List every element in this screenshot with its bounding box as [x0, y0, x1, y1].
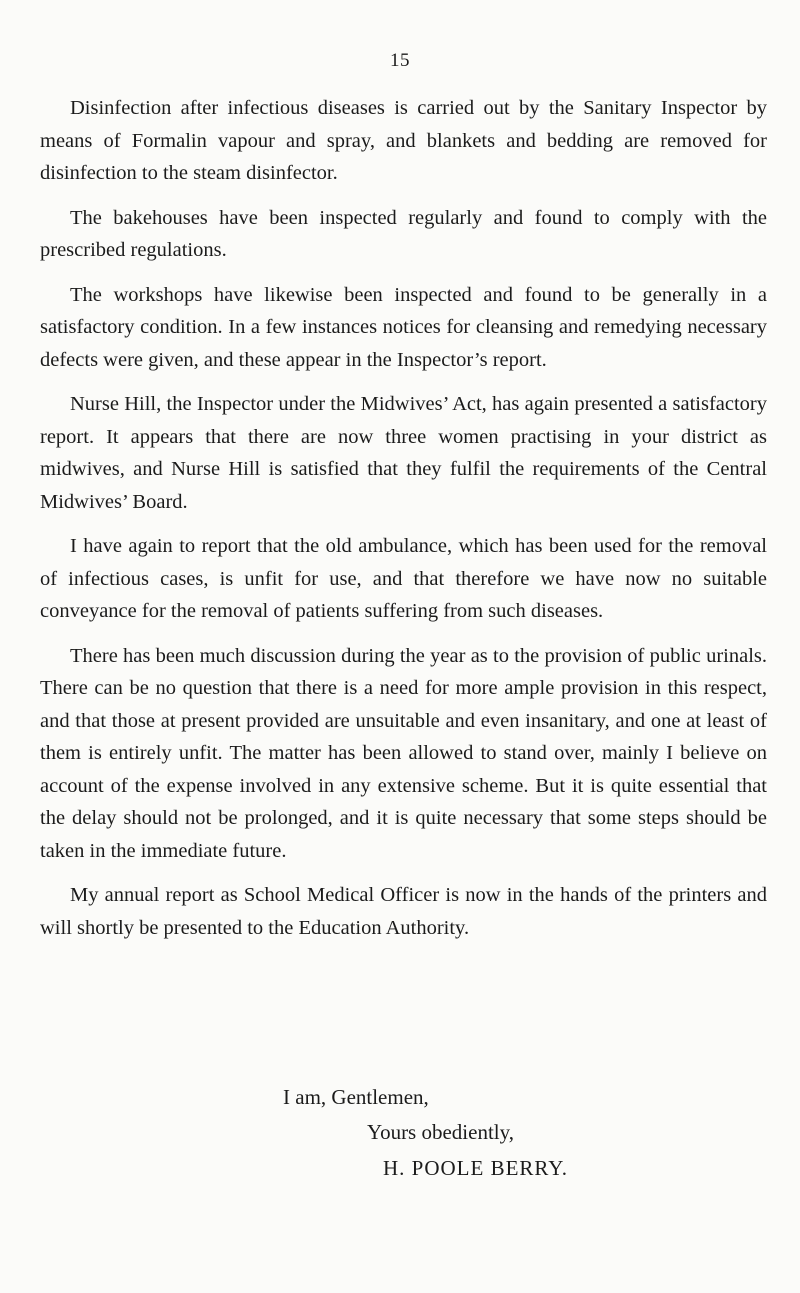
paragraph-disinfection: Disinfection after infectious diseases is carried out by the Sanitary Inspector by means of Formalin vapour and spray, and blankets and bedding are removed for disinfection to the steam disinfector.	[40, 97, 767, 184]
page-number: 15	[390, 50, 410, 71]
closing-greeting: I am, Gentlemen,	[283, 1085, 429, 1109]
paragraph-ambulance: I have again to report that the old ambulance, which has been used for the removal of infectious cases, is unfit for use, and that therefore we have now no suitable conveyance for the removal of patients suffering from such diseases.	[40, 535, 767, 622]
signature: H. POOLE BERRY.	[383, 1156, 568, 1180]
paragraph-bakehouses: The bakehouses have been inspected regularly and found to comply with the prescribed regulations.	[40, 206, 767, 261]
paragraph-midwives: Nurse Hill, the Inspector under the Midwives’ Act, has again presented a satisfactory report. It appears that there are now three women practising in your district as midwives, and Nurse Hill is satisfied that they fulfil the requirements of the Central Midwives’ Board.	[40, 393, 767, 513]
paragraph-workshops: The workshops have likewise been inspected and found to be generally in a satisfactory condition. In a few instances notices for cleansing and remedying necessary defects were given, and these appear in the Inspector’s report.	[40, 283, 767, 371]
paragraph-urinals: There has been much discussion during the year as to the provision of public urinals. There can be no question that there is a need for more ample provision in this respect, and that those at present provided are unsuitable and even insanitary, and one at least of them is entirely unfit. The matter has been allowed to stand over, mainly I believe on account of the expense involved in any extensive scheme. But it is quite essential that the delay should not be prolonged, and it is quite necessary that some steps should be taken in the immediate future.	[40, 644, 767, 862]
closing-valediction: Yours obediently,	[367, 1120, 515, 1144]
report-body	[40, 92, 767, 956]
paragraph-school-report: My annual report as School Medical Officer is now in the hands of the printers and will shortly be presented to the Education Authority.	[40, 884, 767, 939]
